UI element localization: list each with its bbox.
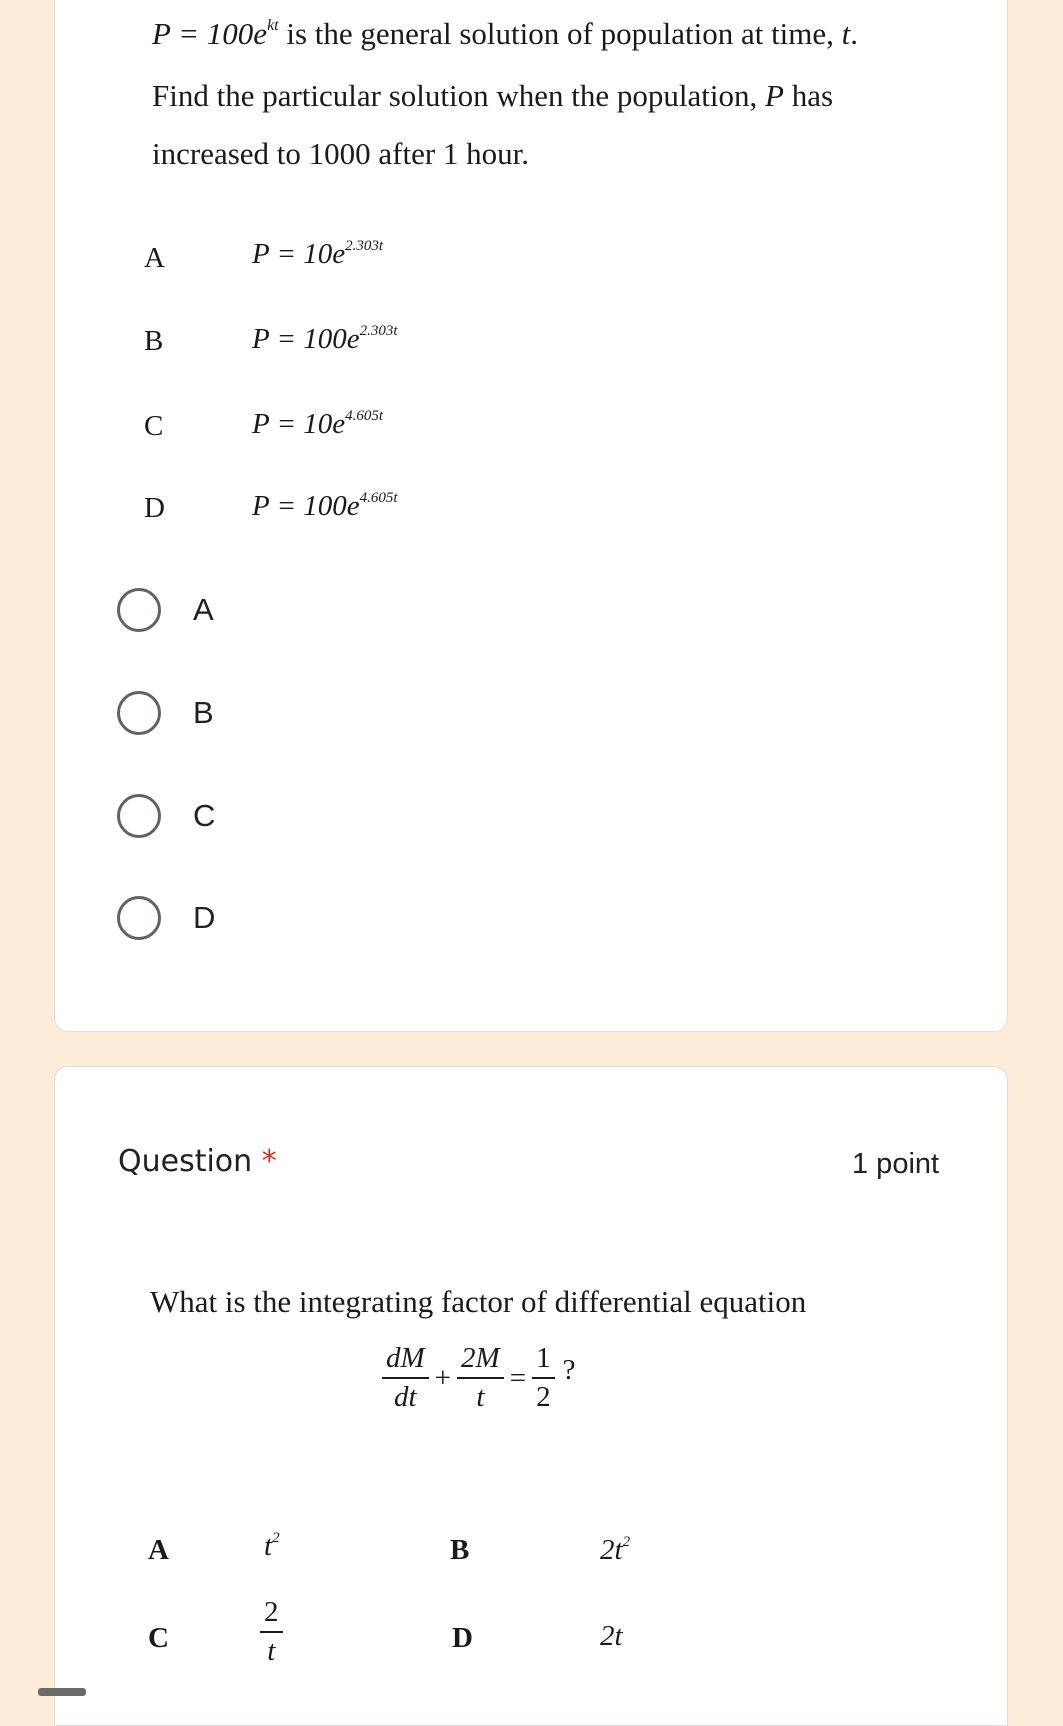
radio-label-d: D xyxy=(193,900,216,935)
radio-option-a[interactable] xyxy=(117,584,214,636)
q1-option-a-exponent: 2.303t xyxy=(345,238,384,254)
q1-line-1-end: . xyxy=(850,16,859,51)
q1-option-a-base: P = 10e xyxy=(252,238,346,270)
q2-option-b-exponent: 2 xyxy=(622,1534,631,1550)
points-label: 1 point xyxy=(852,1148,940,1180)
fraction-2m-t-numerator: 2M xyxy=(457,1344,504,1379)
plus-sign: + xyxy=(434,1361,452,1394)
fraction-dm-dt-numerator: dM xyxy=(382,1344,429,1379)
q1-option-b-base: P = 100e xyxy=(252,323,360,355)
q1-line-2 xyxy=(152,80,833,111)
scroll-indicator xyxy=(38,1688,86,1696)
q1-line-3: increased to 1000 after 1 hour. xyxy=(152,136,530,171)
fraction-dm-dt-denominator: dt xyxy=(394,1381,417,1413)
q1-option-b-exponent: 2.303t xyxy=(359,323,398,339)
radio-option-c[interactable] xyxy=(117,790,215,842)
q1-option-d-exponent: 4.605t xyxy=(359,490,398,506)
q2-prompt: What is the integrating factor of differential equation xyxy=(150,1284,807,1319)
q2-option-letter-c: C xyxy=(148,1622,169,1654)
question-title xyxy=(118,1144,277,1179)
q2-option-b-base: 2t xyxy=(600,1534,623,1566)
radio-option-d[interactable] xyxy=(117,892,215,944)
q2-option-a-base: t xyxy=(264,1530,273,1562)
q1-line-2-end: has xyxy=(783,78,834,113)
fraction-two-over-t xyxy=(260,1598,283,1666)
q1-line-1 xyxy=(152,18,858,49)
q1-expression: P = 100e xyxy=(152,16,268,51)
q1-option-c-base: P = 10e xyxy=(252,408,346,440)
q1-option-expr-a xyxy=(252,238,383,271)
radio-circle-c[interactable] xyxy=(117,794,161,838)
fraction-2m-t xyxy=(457,1344,504,1412)
question-mark: ? xyxy=(562,1353,576,1386)
q2-option-expr-b xyxy=(600,1534,630,1567)
q2-option-a-exponent: 2 xyxy=(272,1530,280,1546)
q2-equation xyxy=(382,1344,575,1412)
fraction-one-half-numerator: 1 xyxy=(532,1344,555,1379)
equals-sign: = xyxy=(509,1361,527,1394)
radio-circle-d[interactable] xyxy=(117,896,161,940)
radio-label-a: A xyxy=(193,592,214,627)
q1-option-letter-c: C xyxy=(144,410,164,442)
q1-variable-t: t xyxy=(841,16,851,51)
fraction-one-half xyxy=(532,1344,555,1412)
question-title-text: Question xyxy=(118,1144,253,1179)
q2-option-letter-d: D xyxy=(452,1622,473,1654)
fraction-one-half-denominator: 2 xyxy=(536,1381,551,1413)
q1-option-expr-d xyxy=(252,490,398,523)
q1-option-expr-b xyxy=(252,323,398,356)
radio-circle-a[interactable] xyxy=(117,588,161,632)
fraction-dm-dt xyxy=(382,1344,429,1412)
q1-variable-P: P xyxy=(765,78,784,113)
fraction-two-over-t-denominator: t xyxy=(267,1635,276,1667)
radio-option-b[interactable] xyxy=(117,687,214,739)
q1-option-expr-c xyxy=(252,408,383,441)
q2-option-expr-d: 2t xyxy=(600,1620,623,1652)
q1-line-2-text: Find the particular solution when the population, xyxy=(152,78,766,113)
q1-option-letter-a: A xyxy=(144,242,165,274)
fraction-2m-t-denominator: t xyxy=(476,1381,485,1413)
q1-expression-exponent: kt xyxy=(267,17,279,34)
radio-circle-b[interactable] xyxy=(117,691,161,735)
q1-option-letter-d: D xyxy=(144,492,165,524)
q2-option-letter-a: A xyxy=(148,1534,169,1566)
q2-option-expr-c xyxy=(260,1598,283,1666)
radio-label-c: C xyxy=(193,798,216,833)
q2-option-letter-b: B xyxy=(450,1534,470,1566)
q1-option-c-exponent: 4.605t xyxy=(345,408,384,424)
required-asterisk: * xyxy=(261,1144,277,1179)
q2-option-expr-a xyxy=(264,1530,280,1563)
q1-option-d-base: P = 100e xyxy=(252,490,360,522)
radio-label-b: B xyxy=(193,695,214,730)
fraction-two-over-t-numerator: 2 xyxy=(260,1598,283,1633)
q1-line-1-text: is the general solution of population at time, xyxy=(278,16,842,51)
q1-option-letter-b: B xyxy=(144,325,164,357)
